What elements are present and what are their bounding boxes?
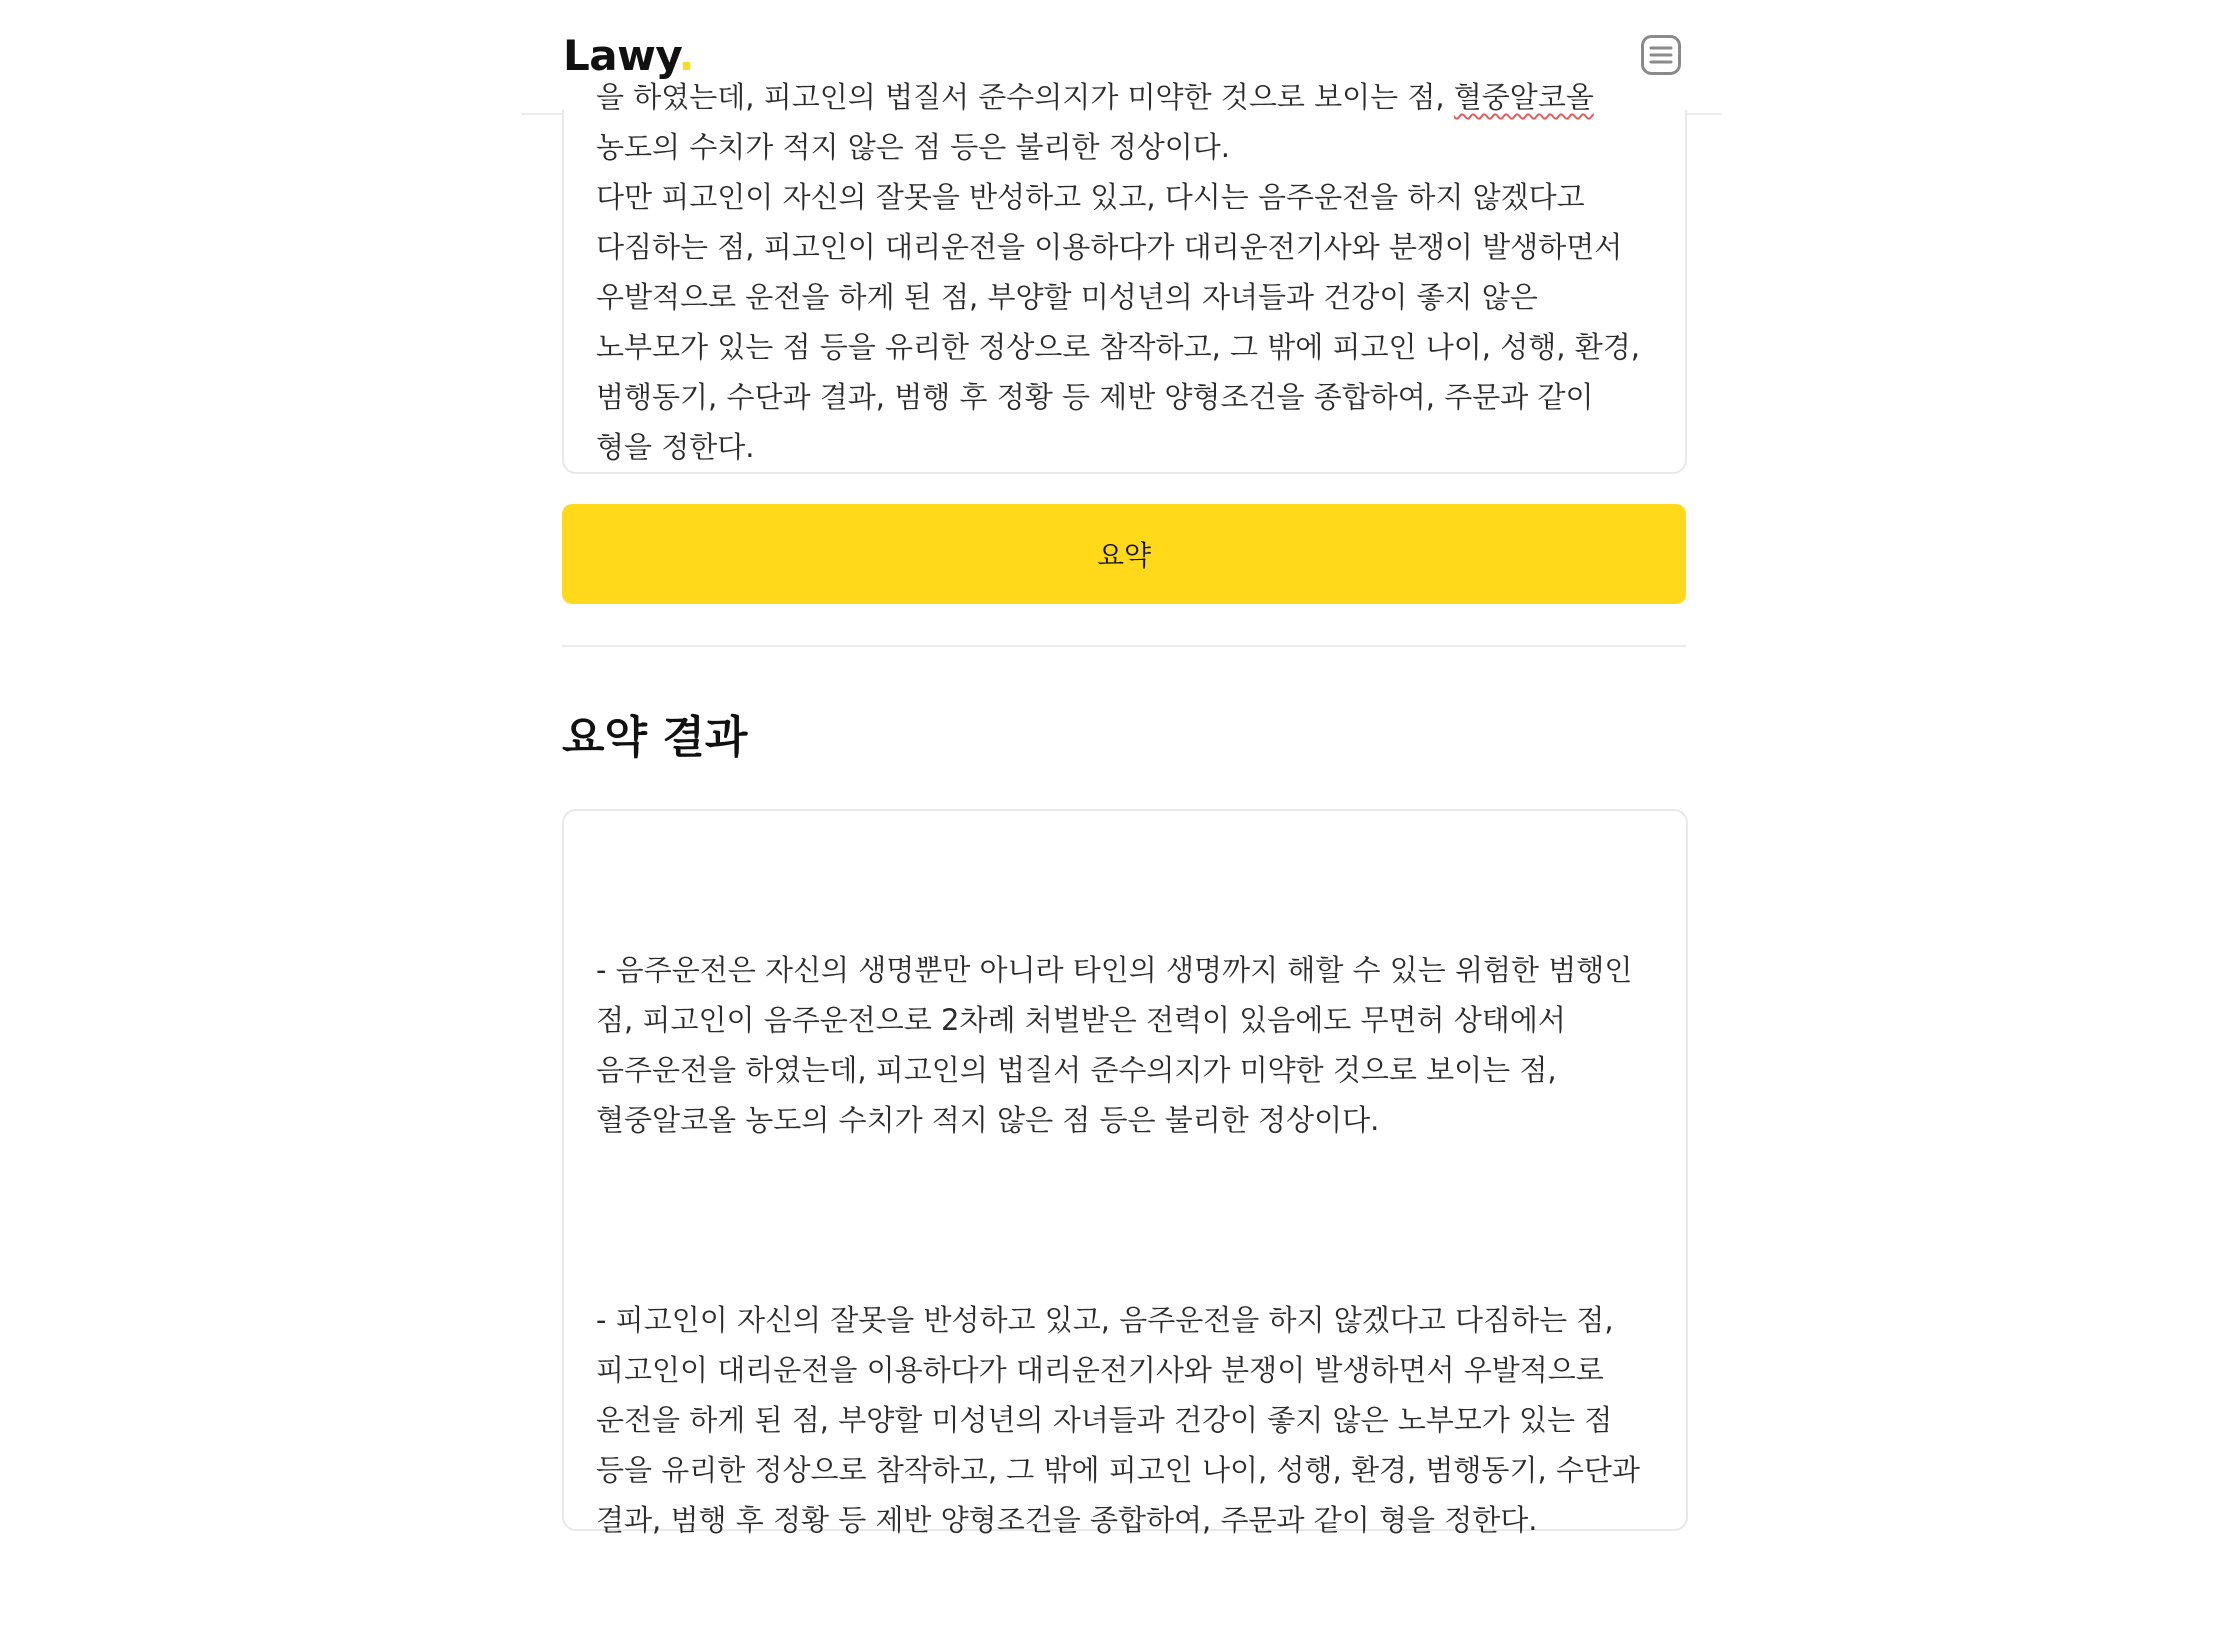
judgment-text-input[interactable] [562,80,1687,474]
summary-result-box[interactable] [562,809,1688,1537]
menu-icon [1641,35,1681,75]
section-divider [562,645,1686,647]
logo-dot: . [678,31,694,80]
input-text-after: 농도의 수치가 적지 않은 점 등은 불리한 정상이다. 다만 피고인이 자신의 잘못을 반성하고 있고, 다시는 음주운전을 하지 않겠다고 다짐하는 점, 피고인이 대리운전을 이용하다가 대리운전기사와 분쟁이 발생하면서 우발적으로 운전을 하게 된 점, 부양할 미성년의 자녀들과 건강이 좋지 않은 노부모가 있는 점 등을 유리한 정상으로 참작하고, 그 밖에 피고인 나이, 성행, 환경, 범행동기, 수단과 결과, 범행 후 정황 등 제반 양형조건을 종합하여, 주문과 같이 형을 정한다. [596,130,1640,464]
summary-result-text [596,845,1654,1645]
menu-button[interactable] [1641,35,1681,75]
logo-text: Lawy [563,31,679,80]
spellcheck-word: 혈중알코올 [1453,80,1594,114]
summarize-button[interactable]: 요약 [562,504,1686,604]
input-text [596,72,1653,472]
summary-paragraph: - 음주운전은 자신의 생명뿐만 아니라 타인의 생명까지 해할 수 있는 위험한 범행인 점, 피고인이 음주운전으로 2차례 처벌받은 전력이 있음에도 무면허 상태에서 음주운전을 하였는데, 피고인의 법질서 준수의지가 미약한 것으로 보이는 점, 혈중알코올 농도의 수치가 적지 않은 점 등은 불리한 정상이다. [596,953,1642,1137]
result-title: 요약 결과 [562,712,748,763]
input-text-before: 을 하였는데, 피고인의 법질서 준수의지가 미약한 것으로 보이는 점, [596,80,1454,114]
summary-paragraph: - 피고인이 자신의 잘못을 반성하고 있고, 음주운전을 하지 않겠다고 다짐하는 점, 피고인이 대리운전을 이용하다가 대리운전기사와 분쟁이 발생하면서 우발적으로 운전을 하게 된 점, 부양할 미성년의 자녀들과 건강이 좋지 않은 노부모가 있는 점 등을 유리한 정상으로 참작하고, 그 밖에 피고인 나이, 성행, 환경, 범행동기, 수단과 결과, 범행 후 정황 등 제반 양형조건을 종합하여, 주문과 같이 형을 정한다. [596,1303,1650,1537]
